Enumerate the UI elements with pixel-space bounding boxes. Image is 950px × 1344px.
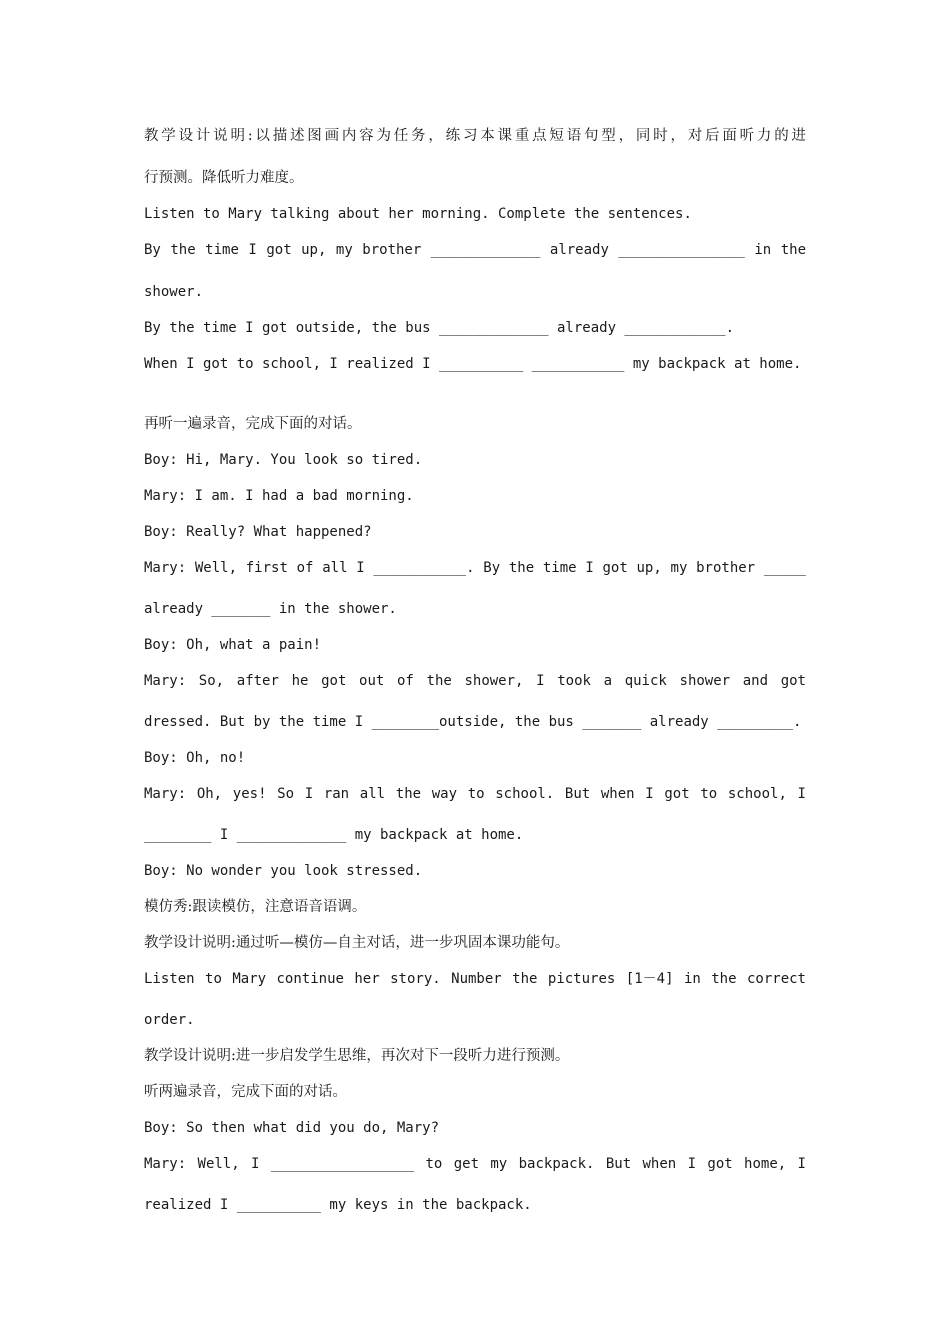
dialogue-line: Boy: Oh, no!	[144, 750, 246, 766]
design-note-line-2: 行预测。降低听力难度。	[144, 170, 304, 186]
design-note-line-1: 教学设计说明:以描述图画内容为任务，练习本课重点短语句型，同时，对后面听力的进	[144, 128, 806, 144]
dialogue-line: Mary: I am. I had a bad morning.	[144, 488, 414, 504]
design-note: 教学设计说明:通过听—模仿—自主对话，进一步巩固本课功能句。	[144, 935, 570, 951]
section-heading-relisten: 再听一遍录音，完成下面的对话。	[144, 416, 362, 432]
design-note: 教学设计说明:进一步启发学生思维，再次对下一段听力进行预测。	[144, 1048, 570, 1064]
dialogue-line-cont: dressed. But by the time I ________outside, the bus _______ already _________.	[144, 714, 802, 730]
listening-instruction-2: Listen to Mary continue her story. Number the pictures [1－4] in the correct	[144, 971, 806, 987]
exercise-sentence-3: When I got to school, I realized I __________ ___________ my backpack at home.	[144, 356, 802, 372]
dialogue-line: Mary: Oh, yes! So I ran all the way to school. But when I got to school, I	[144, 786, 806, 802]
section-heading-listen-twice: 听两遍录音，完成下面的对话。	[144, 1084, 347, 1100]
dialogue-line: Mary: Well, I _________________ to get my backpack. But when I got home, I	[144, 1156, 806, 1172]
dialogue-line-cont: already _______ in the shower.	[144, 601, 397, 617]
dialogue-line-cont: realized I __________ my keys in the backpack.	[144, 1197, 532, 1213]
dialogue-line: Mary: So, after he got out of the shower, I took a quick shower and got	[144, 673, 806, 689]
dialogue-line: Boy: Really? What happened?	[144, 524, 372, 540]
dialogue-line: Boy: Hi, Mary. You look so tired.	[144, 452, 423, 468]
dialogue-line: Mary: Well, first of all I ___________. By the time I got up, my brother _____	[144, 560, 806, 576]
imitation-heading: 模仿秀:跟读模仿，注意语音语调。	[144, 899, 367, 915]
listening-instruction: Listen to Mary talking about her morning. Complete the sentences.	[144, 206, 692, 222]
dialogue-line: Boy: No wonder you look stressed.	[144, 863, 423, 879]
dialogue-line: Boy: So then what did you do, Mary?	[144, 1120, 440, 1136]
dialogue-line: Boy: Oh, what a pain!	[144, 637, 322, 653]
exercise-sentence-2: By the time I got outside, the bus _____________ already ____________.	[144, 320, 735, 336]
dialogue-line-cont: ________ I _____________ my backpack at home.	[144, 827, 524, 843]
listening-instruction-2-cont: order.	[144, 1012, 195, 1028]
exercise-sentence-1: By the time I got up, my brother _____________ already _______________ in the	[144, 242, 806, 258]
exercise-sentence-1-cont: shower.	[144, 284, 204, 300]
